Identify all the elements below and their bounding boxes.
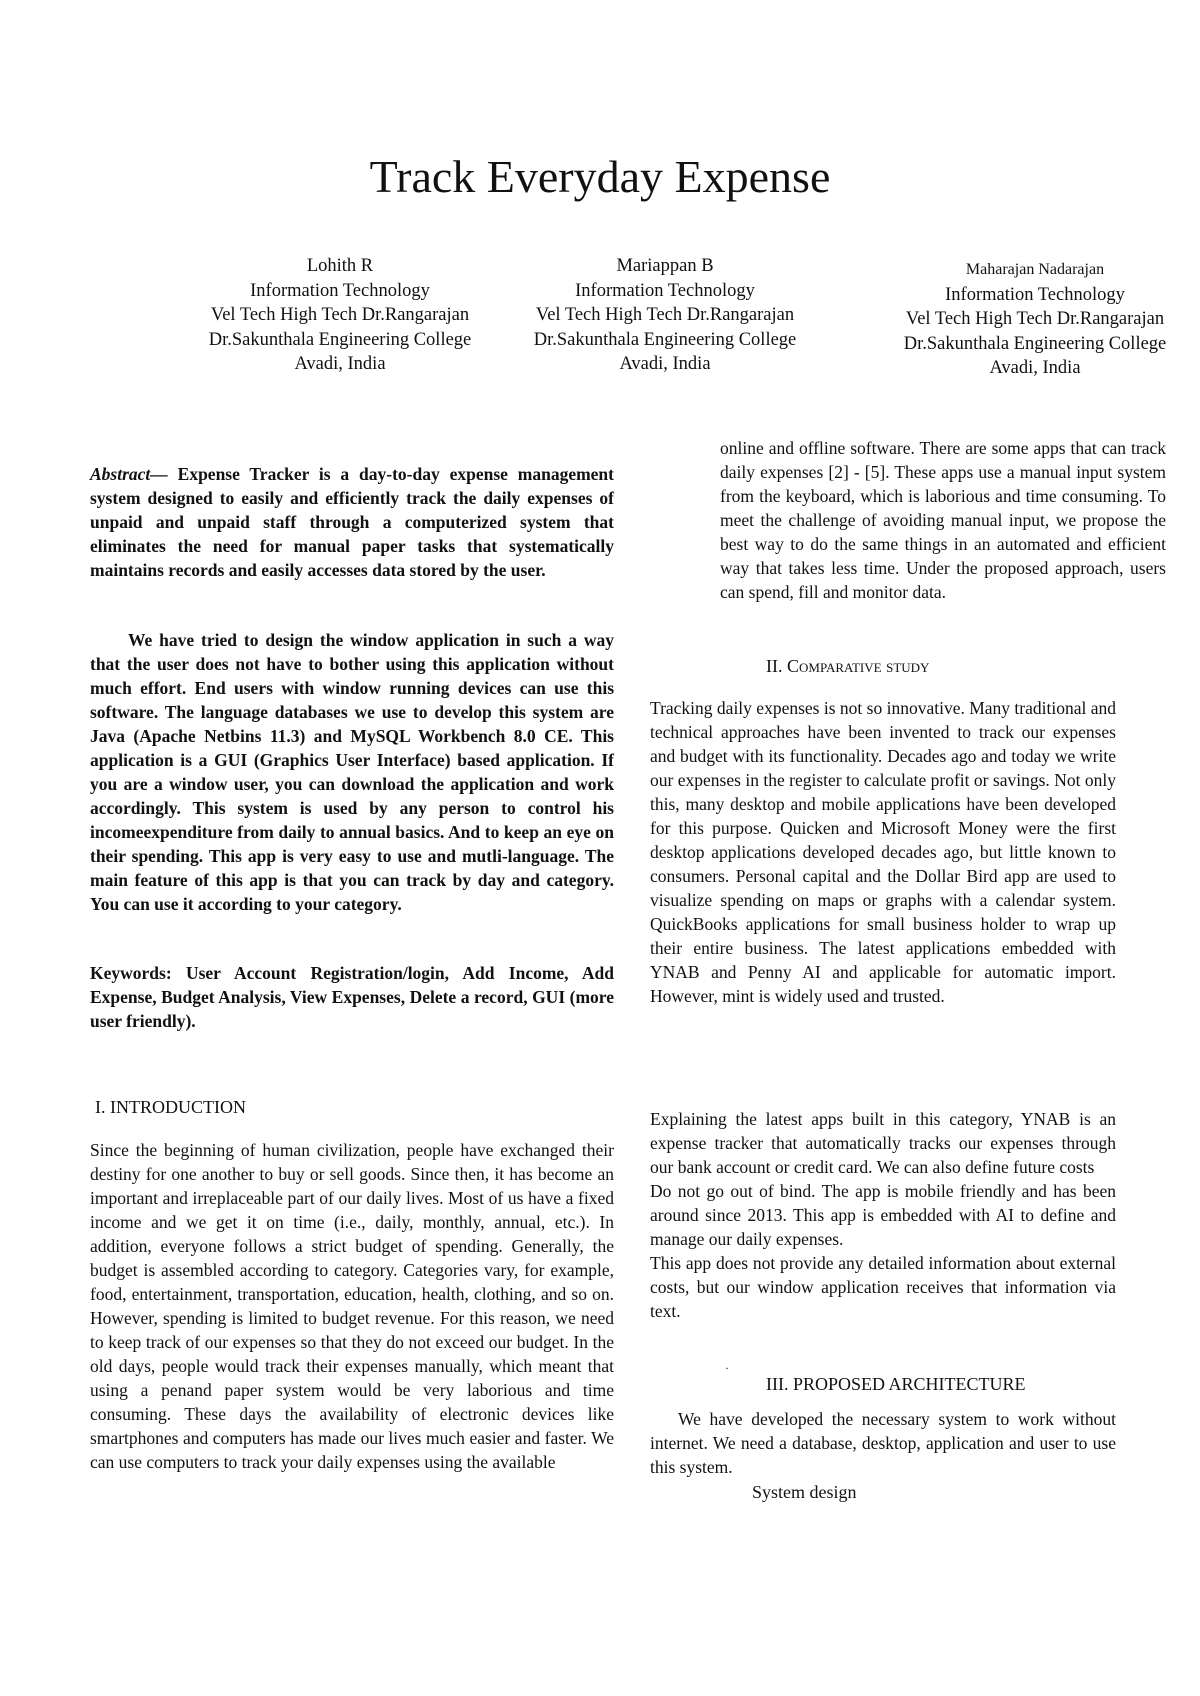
- author-block-1: [190, 254, 490, 377]
- author-name: Mariappan B: [616, 256, 714, 276]
- abstract-paragraph-2: [90, 628, 614, 916]
- introduction-text: Since the beginning of human civilization, people have exchanged their destiny for one another to buy or sell goods. Since then, it has become an important and irreplaceable part of our daily lives. Most of us have a fixed income and we get it on time (i.e., daily, monthly, annual, etc.). In addition, everyone follows a strict budget of spending. Generally, the budget is assembled according to category. Categories vary, for example, food, entertainment, transportation, education, health, clothing, and so on. However, spending is limited to budget revenue. For this reason, we need to keep track of our expenses so that they do not exceed our budget. In the old days, people would track their expenses manually, which meant that using a penand paper system would be very laborious and time consuming. These days the availability of electronic devices like smartphones and computers has made our lives much easier and faster. We can use computers to track your daily expenses using the available: [90, 1140, 614, 1472]
- author-org: Vel Tech High Tech Dr.Rangarajan: [535, 305, 795, 325]
- author-dept: Information Technology: [250, 280, 430, 301]
- author-org: Dr.Sakunthala Engineering College: [533, 329, 797, 350]
- architecture-text: We have developed the necessary system to work without internet. We need a database, desktop, application and user to use this system.: [650, 1409, 1116, 1477]
- section-heading-introduction: I. INTRODUCTION: [95, 1097, 246, 1117]
- author-name: Maharajan Nadarajan: [965, 261, 1105, 278]
- author-org: Dr.Sakunthala Engineering College: [208, 329, 472, 350]
- author-block-3: [885, 258, 1185, 381]
- author-location: Avadi, India: [989, 358, 1081, 378]
- stray-dot: ·: [725, 1361, 729, 1375]
- abstract-text: Expense Tracker is a day-to-day expense management system designed to easily and efficiently track the daily expenses of unpaid and unpaid staff through a computerized system that eliminates the need for manual paper tasks that systematically maintains records and easily accesses data stored by the user.: [90, 464, 614, 580]
- keywords: Keywords: User Account Registration/login, Add Income, Add Expense, Budget Analysis, View Expenses, Delete a record, GUI (more user friendly).: [90, 963, 614, 1031]
- abstract-paragraph-1: [90, 462, 614, 582]
- author-dept: Information Technology: [945, 284, 1125, 305]
- abstract-label: Abstract—: [90, 464, 168, 484]
- author-org: Dr.Sakunthala Engineering College: [903, 333, 1167, 354]
- system-design-label: System design: [752, 1482, 857, 1502]
- author-block-2: [515, 254, 815, 377]
- section-heading-proposed-architecture: III. PROPOSED ARCHITECTURE: [766, 1374, 1026, 1394]
- author-org: Vel Tech High Tech Dr.Rangarajan: [210, 305, 470, 325]
- author-dept: Information Technology: [575, 280, 755, 301]
- ynab-text: Explaining the latest apps built in this category, YNAB is an expense tracker that automatically tracks our expenses through our bank account or credit card. We can also define future costs Do not go out of bind. The app is mobile friendly and has been around since 2013. This app is embedded with AI to define and manage our daily expenses. This app does not provide any detailed information about external costs, but our window application receives that information via text.: [650, 1109, 1116, 1321]
- author-location: Avadi, India: [619, 354, 711, 374]
- comparative-study-text: Tracking daily expenses is not so innovative. Many traditional and technical approaches have been invented to track our expenses and budget with its functionality. Decades ago and today we write our expenses in the register to calculate profit or savings. Not only this, many desktop and mobile applications have been developed for this purpose. Quicken and Microsoft Money were the first desktop applications developed decades ago, but little known to consumers. Personal capital and the Dollar Bird app are used to visualize spending on maps or graphs with a calendar system. QuickBooks applications for small business holder to wrap up their entire business. The latest applications embedded with YNAB and Penny AI and applicable for automatic import. However, mint is widely used and trusted.: [650, 698, 1116, 1006]
- author-org: Vel Tech High Tech Dr.Rangarajan: [905, 309, 1165, 329]
- section-heading-comparative-study: II. Comparative study: [766, 656, 930, 676]
- abstract-text: We have tried to design the window application in such a way that the user does not have to bother using this application without much effort. End users with window running devices can use this software. The language databases we use to develop this system are Java (Apache Netbins 11.3) and MySQL Workbench 8.0 CE. This application is a GUI (Graphics User Interface) based application. If you are a window user, you can download the application and work accordingly. This system is used by any person to control his incomeexpenditure from daily to annual basics. And to keep an eye on their spending. This app is very easy to use and mutli-language. The main feature of this app is that you can track by day and category. You can use it according to your category.: [90, 630, 614, 914]
- introduction-continued: online and offline software. There are some apps that can track daily expenses [2] - [5]. These apps use a manual input system from the keyboard, which is laborious and time consuming. To meet the challenge of avoiding manual input, we propose the best way to do the same things in an automated and efficient way that takes less time. Under the proposed approach, users can spend, fill and monitor data.: [720, 438, 1166, 602]
- author-location: Avadi, India: [294, 354, 386, 374]
- author-name: Lohith R: [306, 256, 374, 276]
- paper-title: Track Everyday Expense: [369, 151, 831, 202]
